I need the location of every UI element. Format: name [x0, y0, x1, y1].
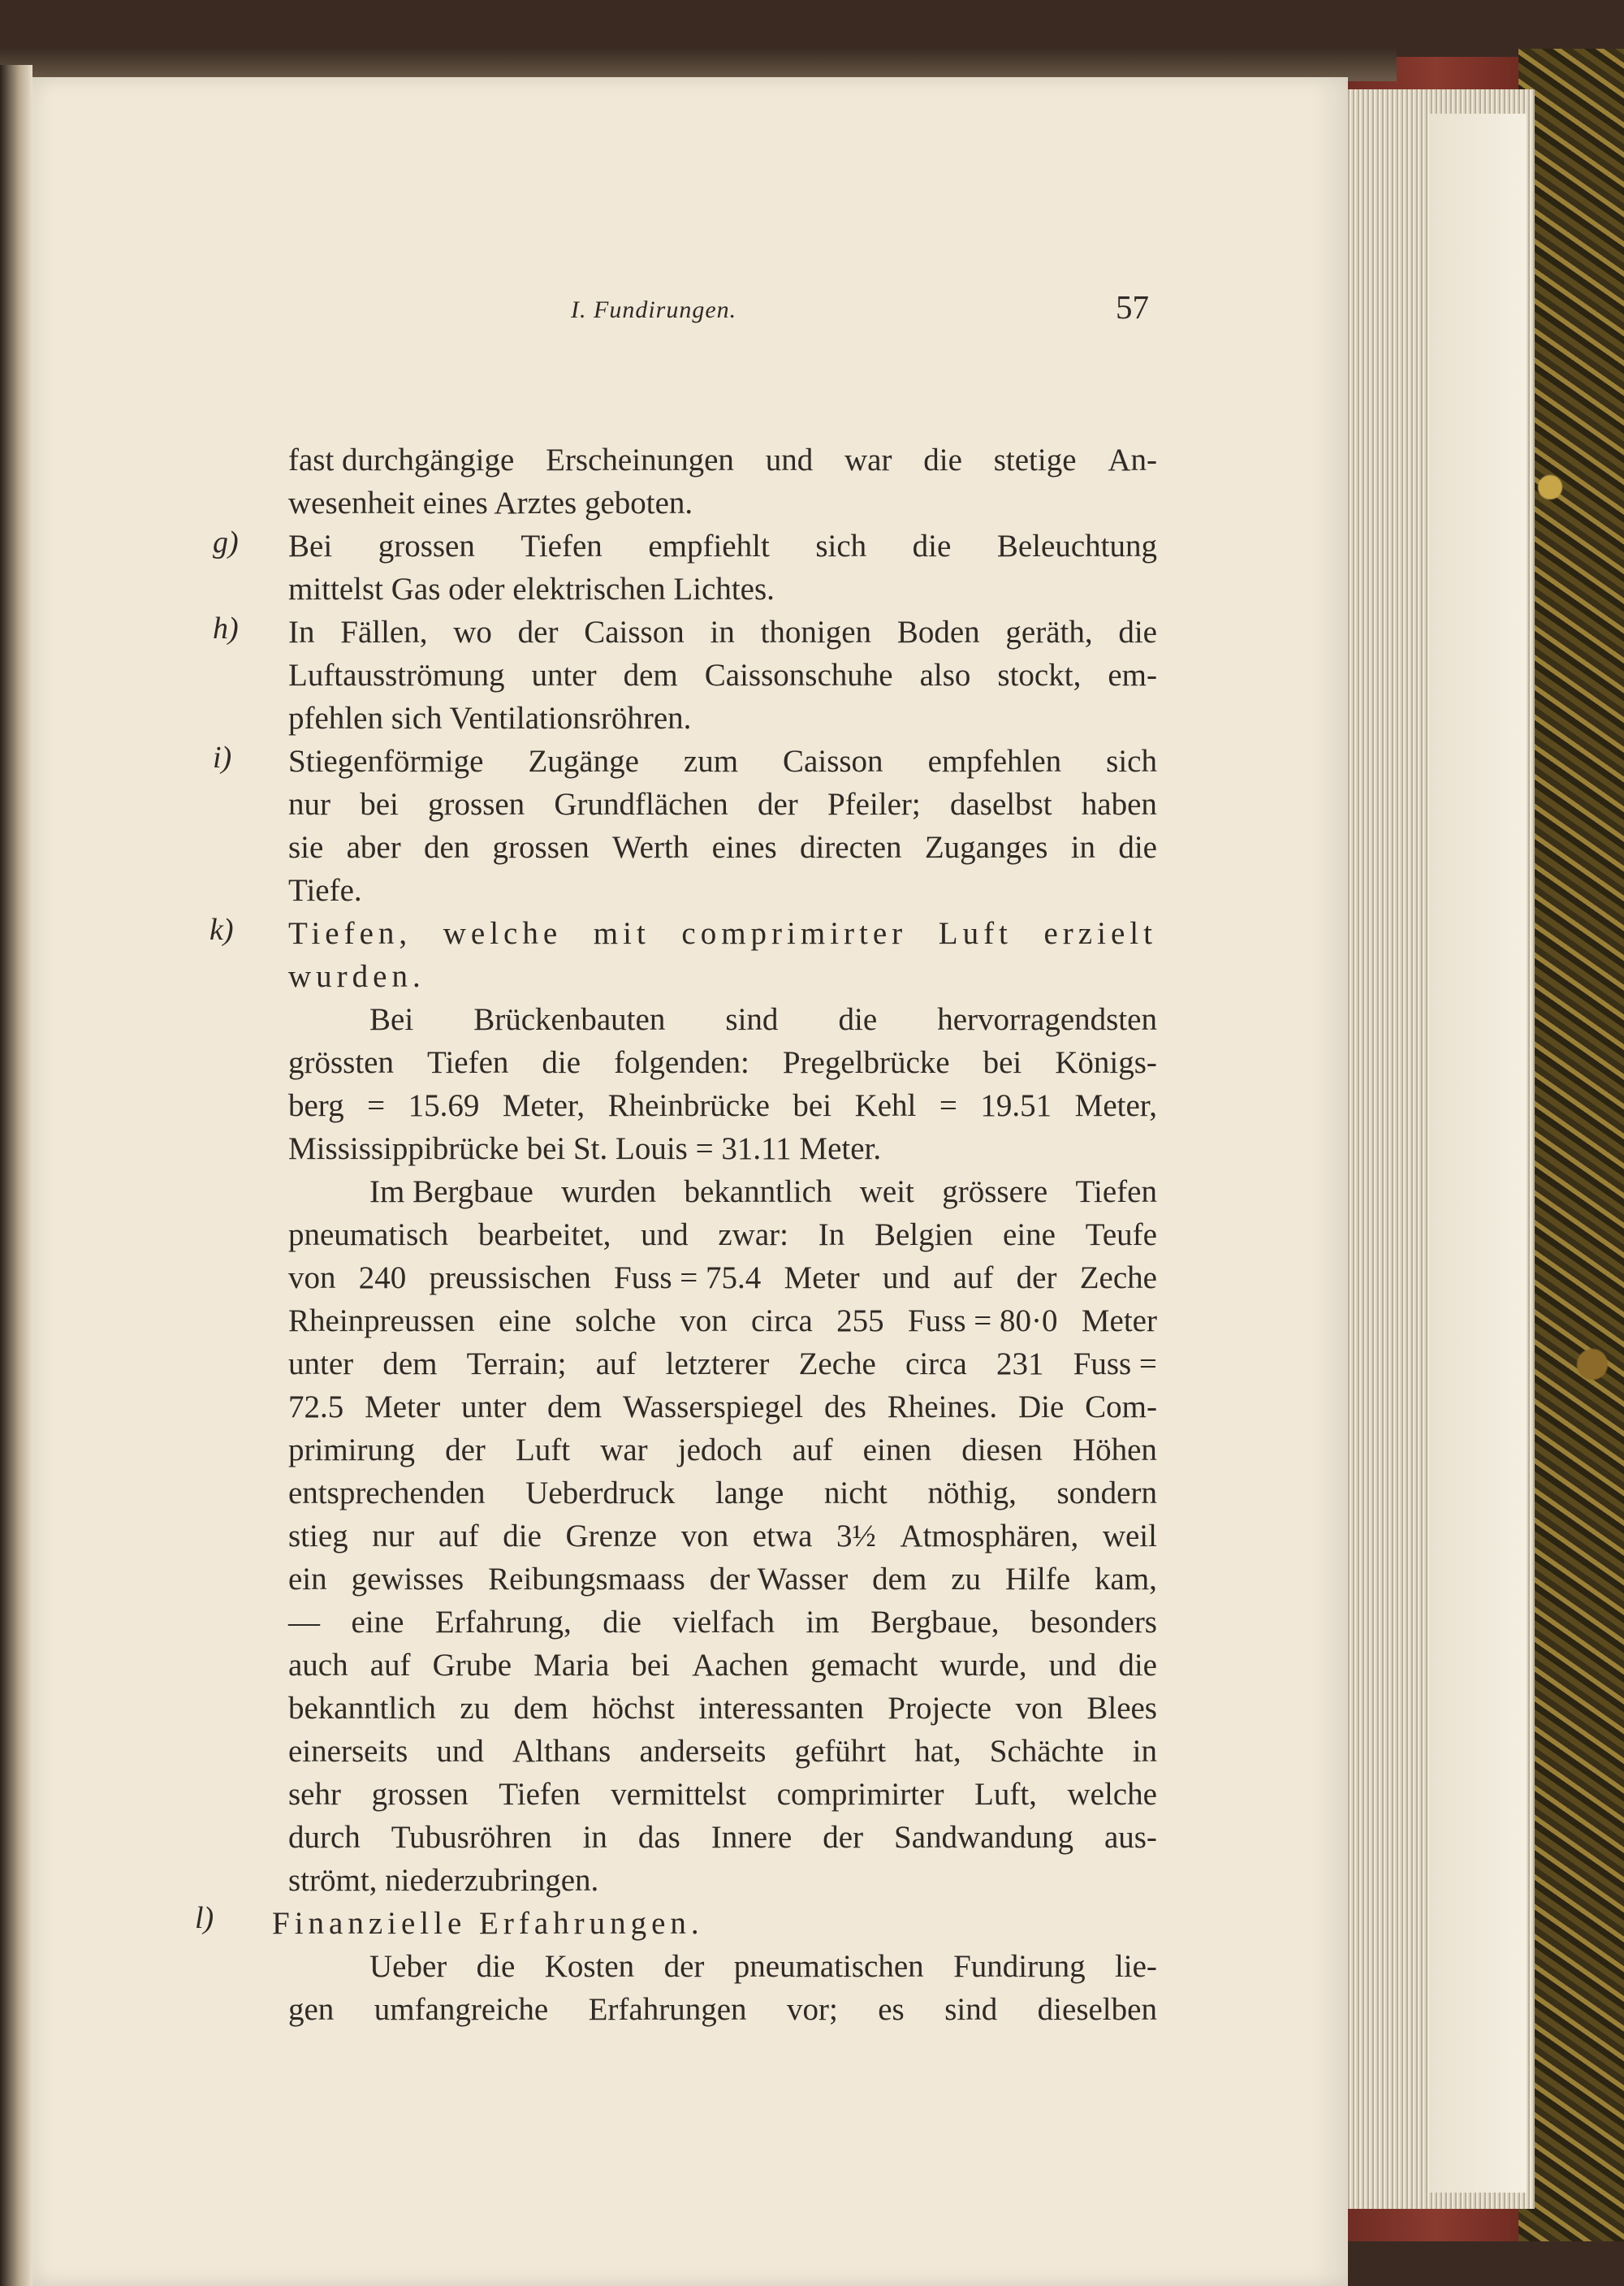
word: und [1048, 1648, 1097, 1683]
text-line [288, 1385, 1157, 1428]
word: Fuss = [1073, 1346, 1157, 1381]
line-text: wurden. [288, 959, 425, 994]
word: Luftausströmung [288, 658, 505, 693]
word: grossen [378, 529, 475, 564]
text-line [288, 1558, 1157, 1601]
word: dem [623, 658, 678, 693]
word: circa [751, 1303, 813, 1338]
word: Belgien [874, 1217, 974, 1252]
text-line [288, 568, 1157, 611]
word: thonigen [760, 615, 872, 650]
word: gewisses [351, 1562, 464, 1597]
text-line [288, 1816, 1157, 1859]
word: zu [460, 1691, 490, 1726]
word: Fuss = 80·0 [907, 1303, 1058, 1338]
word: empfiehlt [648, 529, 770, 564]
word: in [1132, 1734, 1157, 1769]
word: nur [372, 1519, 415, 1554]
item-label-g: g) [213, 525, 239, 560]
word: 255 [836, 1303, 884, 1338]
word: Meter [1081, 1303, 1157, 1338]
word: eines [711, 830, 777, 865]
word: war [844, 443, 892, 478]
word: durch [288, 1820, 361, 1855]
word: Tiefen [1075, 1174, 1157, 1209]
word: Grenze [565, 1519, 658, 1554]
word: Luft, [974, 1777, 1037, 1812]
text-line [288, 740, 1157, 783]
text-line [288, 783, 1157, 826]
text-line [288, 912, 1157, 955]
text-line [288, 1084, 1157, 1127]
word: bei [360, 787, 399, 822]
word: = [367, 1088, 386, 1123]
page-number: 57 [1116, 288, 1149, 326]
body-text [272, 439, 1157, 2031]
word: anderseits [639, 1734, 767, 1769]
text-line [288, 525, 1157, 568]
item-label-k: k) [209, 913, 234, 947]
word: empfehlen [927, 744, 1062, 779]
text-line [288, 1773, 1157, 1816]
word: stieg [288, 1519, 348, 1554]
word: hat, [914, 1734, 961, 1769]
word: Terrain; [466, 1346, 567, 1381]
word: An- [1108, 443, 1157, 478]
text-line [288, 482, 1157, 525]
text-line [288, 869, 1157, 912]
word: primirung [288, 1433, 415, 1467]
item-label-h: h) [213, 611, 239, 646]
word: grössere [942, 1174, 1048, 1209]
text-line [288, 1687, 1157, 1730]
word: von [680, 1519, 729, 1554]
word: Bergbaue, [870, 1605, 1000, 1640]
word: 231 [996, 1346, 1044, 1381]
text-line [288, 1730, 1157, 1773]
text-line [288, 1515, 1157, 1558]
word: die [503, 1519, 542, 1554]
word: war [600, 1433, 648, 1467]
word: 72.5 [288, 1389, 344, 1424]
text-line [288, 1342, 1157, 1385]
word: lie- [1114, 1949, 1157, 1984]
word: Caisson [584, 615, 685, 650]
word: daselbst [949, 787, 1052, 822]
word: nicht [823, 1476, 888, 1510]
word: dem [547, 1389, 603, 1424]
word: stockt, [997, 658, 1082, 693]
word: stetige [993, 443, 1077, 478]
word: Ueberdruck [525, 1476, 676, 1510]
word: Kehl [854, 1088, 917, 1123]
word: Aachen [692, 1648, 789, 1683]
text-line [288, 955, 1157, 998]
word: Luft [938, 916, 1013, 951]
word: 15.69 [408, 1088, 480, 1123]
word: Fundirung [953, 1949, 1086, 1984]
word: Erscheinungen [546, 443, 734, 478]
word: Ueber [369, 1949, 447, 1984]
line-text: strömt, niederzubringen. [288, 1863, 599, 1898]
word: nur [288, 787, 330, 822]
text-line [288, 1127, 1157, 1170]
text-line [288, 1859, 1157, 1902]
word: Beleuchtung [996, 529, 1157, 564]
word: zwar: [718, 1217, 788, 1252]
text-line [288, 697, 1157, 740]
word: Reibungsmaass [488, 1562, 685, 1597]
word: zum [683, 744, 739, 779]
word: Com- [1085, 1389, 1157, 1424]
line-text: wesenheit eines Arztes geboten. [288, 486, 693, 521]
word: Boden [896, 615, 980, 650]
word: Bei [369, 1002, 414, 1037]
word: wo [453, 615, 492, 650]
word: Fuss = 75.4 [614, 1260, 762, 1295]
word: bei [793, 1088, 832, 1123]
word: — [288, 1605, 320, 1640]
word: jedoch [677, 1433, 762, 1467]
text-line [288, 1428, 1157, 1471]
item-label-l: l) [195, 1901, 214, 1935]
word: Die [1018, 1389, 1065, 1424]
word: die [603, 1605, 641, 1640]
word: von [680, 1303, 728, 1338]
word: und [882, 1260, 931, 1295]
word: Stiegenförmige [288, 744, 484, 779]
word: sondern [1056, 1476, 1157, 1510]
word: es [878, 1992, 905, 2027]
word: sind [944, 1992, 998, 2027]
word: Atmosphären, [900, 1519, 1079, 1554]
word: geräth, [1005, 615, 1093, 650]
word: ein [288, 1562, 327, 1597]
word: der [823, 1820, 864, 1855]
word: em- [1108, 658, 1157, 693]
word: erzielt [1043, 916, 1157, 951]
word: entsprechenden [288, 1476, 486, 1510]
text-line [288, 1601, 1157, 1644]
text-line [288, 998, 1157, 1041]
word: einerseits [288, 1734, 408, 1769]
running-title: I. Fundirungen. [571, 296, 737, 323]
word: mit [593, 916, 650, 951]
word: Kosten [544, 1949, 635, 1984]
word: Königs- [1055, 1045, 1157, 1080]
word: auf [952, 1260, 994, 1295]
word: Tiefen, [288, 916, 412, 951]
word: Caisson [783, 744, 883, 779]
word: Hilfe [1004, 1562, 1071, 1597]
word: geführt [794, 1734, 887, 1769]
word: welche [443, 916, 563, 951]
word: dem [872, 1562, 927, 1597]
word: und [641, 1217, 689, 1252]
book-page [32, 77, 1348, 2286]
word: welche [1067, 1777, 1157, 1812]
word: die [542, 1045, 581, 1080]
word: Brückenbauten [473, 1002, 666, 1037]
word: in [710, 615, 735, 650]
word: Grundflächen [554, 787, 728, 822]
word: umfangreiche [374, 1992, 549, 2027]
word: der [445, 1433, 486, 1467]
word: unter [461, 1389, 527, 1424]
word: Höhen [1072, 1433, 1157, 1467]
word: auf [792, 1433, 833, 1467]
gutter [0, 65, 32, 2286]
word: Pfeiler; [827, 787, 921, 822]
word: hervorragendsten [937, 1002, 1157, 1037]
word: comprimirter [681, 916, 908, 951]
word: lange [715, 1476, 784, 1510]
word: Wasserspiegel [622, 1389, 804, 1424]
word: sich [1106, 744, 1157, 779]
word: gemacht [810, 1648, 918, 1683]
word: vermittelst [611, 1777, 747, 1812]
word: Innere [710, 1820, 793, 1855]
word: wurden [561, 1174, 657, 1209]
word: vor; [786, 1992, 838, 2027]
word: Zugänge [528, 744, 639, 779]
word: besonders [1030, 1605, 1157, 1640]
word: Erfahrung, [434, 1605, 572, 1640]
word: von [288, 1260, 336, 1295]
text-line [288, 1213, 1157, 1256]
word: haben [1081, 787, 1157, 822]
word: die [1118, 830, 1157, 865]
word: in [582, 1820, 607, 1855]
word: grossen [428, 787, 525, 822]
word: Meter, [502, 1088, 585, 1123]
word: solche [575, 1303, 656, 1338]
word: aus- [1104, 1820, 1157, 1855]
word: 3½ [836, 1519, 876, 1554]
word: eine [498, 1303, 551, 1338]
word: bearbeitet, [477, 1217, 611, 1252]
word: bei [983, 1045, 1022, 1080]
word: den [423, 830, 470, 865]
word: comprimirter [776, 1777, 944, 1812]
word: Erfahrungen [588, 1992, 747, 2027]
word: Tubusröhren [391, 1820, 552, 1855]
word: Maria [533, 1648, 610, 1683]
word: = [939, 1088, 957, 1123]
word: und [436, 1734, 484, 1769]
section-heading [272, 1902, 1157, 1945]
word: des [823, 1389, 866, 1424]
word: wurde, [939, 1648, 1027, 1683]
word: nöthig, [927, 1476, 1017, 1510]
word: Pregelbrücke [782, 1045, 950, 1080]
word: Althans [512, 1734, 611, 1769]
word: Tiefen [427, 1045, 509, 1080]
word: pneumatischen [733, 1949, 924, 1984]
text-line [288, 654, 1157, 697]
word: die [912, 529, 952, 564]
line-text: Tiefe. [288, 873, 362, 908]
word: fast durchgängige [288, 443, 515, 478]
word: 19.51 [980, 1088, 1052, 1123]
word: sie [288, 830, 324, 865]
text-line [288, 1299, 1157, 1342]
word: directen [799, 830, 902, 865]
word: die [838, 1002, 878, 1037]
word: im [806, 1605, 840, 1640]
word: bekanntlich [288, 1691, 436, 1726]
word: eine [1003, 1217, 1056, 1252]
word: Schächte [989, 1734, 1104, 1769]
word: sind [725, 1002, 779, 1037]
word: Zeche [798, 1346, 876, 1381]
word: einen [862, 1433, 932, 1467]
word: Zeche [1079, 1260, 1157, 1295]
word: diesen [961, 1433, 1043, 1467]
word: dieselben [1037, 1992, 1157, 2027]
text-line [288, 1256, 1157, 1299]
word: In [288, 615, 315, 650]
word: höchst [592, 1691, 675, 1726]
next-page-edge [1429, 114, 1527, 2193]
word: Meter, [1074, 1088, 1157, 1123]
word: der [1016, 1260, 1057, 1295]
item-label-i: i) [213, 741, 232, 775]
word: Blees [1086, 1691, 1157, 1726]
text-line [288, 439, 1157, 482]
word: also [919, 658, 971, 693]
word: folgenden: [614, 1045, 749, 1080]
word: der Wasser [709, 1562, 849, 1597]
text-line [288, 826, 1157, 869]
word: In [818, 1217, 845, 1252]
word: Teufe [1085, 1217, 1157, 1252]
word: Caissonschuhe [704, 658, 893, 693]
word: bei [631, 1648, 670, 1683]
word: auch [288, 1648, 348, 1683]
word: sehr [288, 1777, 341, 1812]
word: Tiefen [520, 529, 603, 564]
word: auf [438, 1519, 479, 1554]
word: aber [346, 830, 401, 865]
word: in [1070, 830, 1096, 865]
text-line [288, 1945, 1157, 1988]
line-text: pfehlen sich Ventilationsröhren. [288, 701, 692, 736]
word: dem [513, 1691, 568, 1726]
word: Im Bergbaue [369, 1174, 533, 1209]
word: bekanntlich [684, 1174, 832, 1209]
word: die [923, 443, 962, 478]
word: eine [351, 1605, 404, 1640]
word: etwa [752, 1519, 813, 1554]
word: auf [369, 1648, 411, 1683]
line-text: Mississippibrücke bei St. Louis = 31.11 Meter. [288, 1131, 882, 1166]
word: Bei [288, 529, 333, 564]
word: dem [382, 1346, 438, 1381]
word: Luft [515, 1433, 571, 1467]
word: Rheinbrücke [607, 1088, 770, 1123]
text-line [288, 1471, 1157, 1515]
text-line [288, 1988, 1157, 2031]
word: weil [1102, 1519, 1157, 1554]
word: kam, [1095, 1562, 1157, 1597]
word: preussischen [429, 1260, 591, 1295]
word: das [637, 1820, 680, 1855]
word: weit [859, 1174, 914, 1209]
word: berg [288, 1088, 344, 1123]
line-text: Finanzielle Erfahrungen. [272, 1906, 704, 1941]
text-line [288, 1644, 1157, 1687]
word: sich [815, 529, 867, 564]
word: unter [288, 1346, 354, 1381]
word: circa [905, 1346, 967, 1381]
word: Grube [432, 1648, 512, 1683]
text-line [288, 611, 1157, 654]
word: von [1015, 1691, 1063, 1726]
word: grössten [288, 1045, 394, 1080]
word: gen [288, 1992, 335, 2027]
word: vielfach [672, 1605, 775, 1640]
word: Fällen, [340, 615, 428, 650]
word: die [1118, 1648, 1157, 1683]
word: Rheinpreussen [288, 1303, 475, 1338]
word: Tiefen [499, 1777, 581, 1812]
text-line [288, 1170, 1157, 1213]
word: der [663, 1949, 705, 1984]
word: Rheines. [887, 1389, 998, 1424]
word: interessanten [698, 1691, 864, 1726]
word: die [1118, 615, 1157, 650]
word: die [476, 1949, 516, 1984]
word: der [757, 787, 798, 822]
word: der [517, 615, 559, 650]
word: auf [595, 1346, 637, 1381]
word: Projecte [888, 1691, 992, 1726]
word: Meter [784, 1260, 860, 1295]
word: Sandwandung [894, 1820, 1074, 1855]
line-text: mittelst Gas oder elektrischen Lichtes. [288, 572, 775, 607]
word: Meter [365, 1389, 441, 1424]
word: Werth [611, 830, 689, 865]
word: grossen [492, 830, 590, 865]
word: unter [531, 658, 597, 693]
word: Zuganges [924, 830, 1048, 865]
word: 240 [358, 1260, 407, 1295]
word: letzterer [665, 1346, 770, 1381]
word: pneumatisch [288, 1217, 449, 1252]
word: grossen [371, 1777, 469, 1812]
word: zu [951, 1562, 982, 1597]
binding-top [0, 49, 1397, 81]
text-line [288, 1041, 1157, 1084]
word: und [765, 443, 814, 478]
